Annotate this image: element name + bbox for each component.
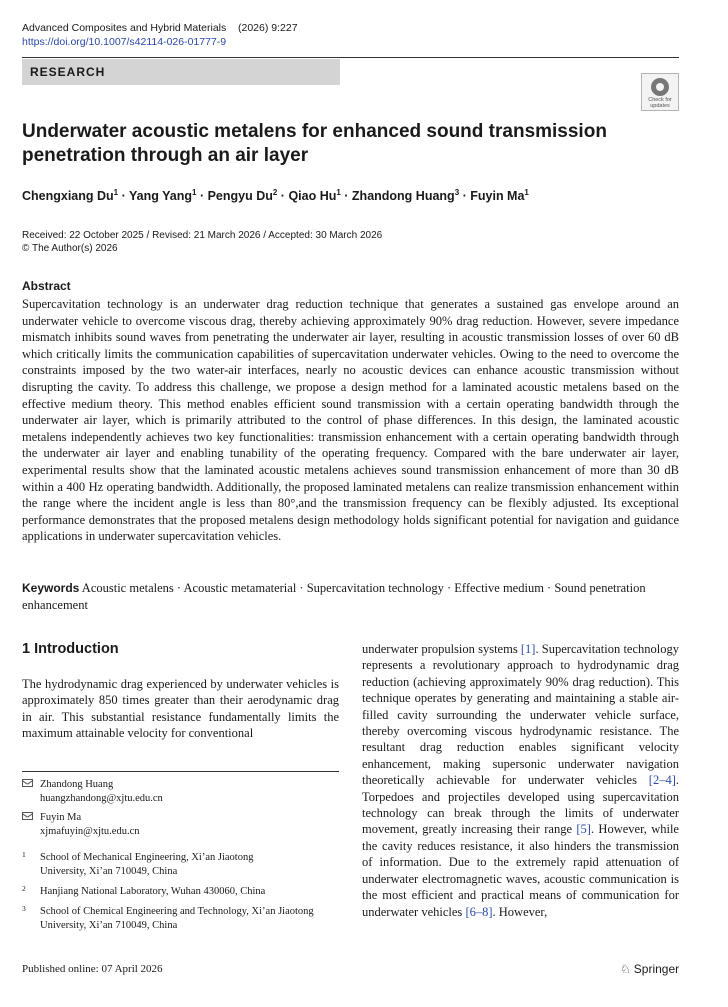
affiliation-1: 1 School of Mechanical Engineering, Xi’an Jiaotong University, Xi’an 710049, China [22, 850, 254, 877]
corresponding-author-name: Fuyin Ma [40, 812, 82, 823]
header-rule [22, 57, 679, 58]
citation-link[interactable]: [2–4] [648, 773, 676, 788]
doi-link[interactable]: https://doi.org/10.1007/s42114-026-01777-9 [22, 36, 227, 48]
keywords [22, 580, 679, 613]
citation-link[interactable]: [5] [576, 822, 591, 837]
author[interactable]: Yang Yang$^1$ [129, 188, 197, 204]
correspondence-2 [22, 811, 339, 838]
keywords-label: Keywords [22, 581, 80, 595]
section-label: RESEARCH [22, 59, 340, 85]
author[interactable]: Chengxiang Du$^1$ [22, 188, 119, 204]
publisher-logo: ♘ Springer [620, 962, 680, 976]
footnote-rule [22, 771, 339, 772]
journal-name: Advanced Composites and Hybrid Materials [22, 22, 227, 34]
affiliation-2: 2 Hanjiang National Laboratory, Wuhan 430060, China [22, 884, 266, 897]
corresponding-author-name: Zhandong Huang [40, 779, 114, 790]
intro-right-column: underwater propulsion systems [1]. Supercavitation technology represents a revolutionary approach to hydrodynamic drag reduction (achieving approximately 90% drag reduction). This technique operates by generating and maintaining a stable air-filled cavity surrounding the underwater vehicle surface, thereby overcoming viscous hydrodynamic resistance. The resultant drag reduction enables significant velocity enhancement, making supersonic underwater navigation theoretically achievable for underwater vehicles [2–4]. Torpedoes and projectiles developed using supercavitation technology can break through the limits of underwater movement, greatly increasing their range [5]. However, while the cavity reduces resistance, it also hinders the transmission of information. Due to the extremely rapid attenuation of underwater electromagnetic waves, acoustic communication is the most efficient and practical means of communication for underwater vehicles [6–8]. However, [362, 642, 679, 919]
affiliation-3: 3 School of Chemical Engineering and Technology, Xi’an Jiaotong University, Xi’an 710049, China [22, 904, 314, 931]
published-date: Published online: 07 April 2026 [22, 963, 163, 975]
check-updates-text: Check for updates [648, 97, 672, 109]
correspondence-1 [22, 778, 339, 805]
copyright: © The Author(s) 2026 [22, 243, 118, 254]
author[interactable]: Fuyin Ma$^1$ [470, 188, 529, 204]
check-for-updates-badge[interactable] [641, 73, 679, 111]
springer-horse-icon: ♘ [620, 962, 631, 976]
abstract-heading: Abstract [22, 279, 71, 293]
envelope-icon [22, 812, 33, 820]
article-dates [22, 229, 382, 255]
check-updates-icon [651, 78, 669, 96]
abstract-text: Supercavitation technology is an underwater drag reduction technique that generates a sustained gas envelope around an underwater vehicle to overcome viscous drag, thereby achieving approximately 90% drag reduction. However, severe impedance mismatch inhibits sound waves from penetrating the underwater air layer, resulting in acoustic transmission losses of over 60 dB which critically limits the communication capabilities of supercavitation underwater vehicles. Owing to the need to overcome the constraints imposed by the two water-air interfaces, nearly no acoustic devices can enhance acoustic transmission without disrupting the cavity. To address this challenge, we propose a design method for a laminated acoustic metalens based on the effective medium theory. This method enables efficient sound transmission with a certain operating bandwidth through the underwater air layer, which is primarily attributed to the control of phase differences. In this design, the laminated acoustic metalens independently achieves two key functionalities: transmission enhancement with a certain operating bandwidth through the underwater air layer and enabling tunability of the operating frequency. Compared with the bare underwater air layer, experimental results show that the laminated acoustic metalens achieves sound transmission enhancement of more than 30 dB within a 400 Hz operating bandwidth. Additionally, the proposed laminated metalens can realize transmission enhancement within the range where the incident angle is less than 80°,and the transmission frequency can be flexibly adjusted. Its exceptional performance demonstrates that the proposed metalens design methodology holds significant potential for navigation and guidance applications in underwater supercavitation vehicles. [22, 297, 679, 544]
corresponding-author-email[interactable]: xjmafuyin@xjtu.edu.cn [40, 825, 140, 837]
citation-link[interactable]: [6–8] [465, 904, 493, 919]
author[interactable]: Qiao Hu$^1$ [288, 188, 341, 204]
history-dates: Received: 22 October 2025 / Revised: 21 March 2026 / Accepted: 30 March 2026 [22, 230, 383, 241]
citation-link[interactable]: [1] [520, 642, 536, 656]
article-title: Underwater acoustic metalens for enhanced sound transmission penetration through an air layer [22, 121, 607, 166]
corresponding-author-email[interactable]: huangzhandong@xjtu.edu.cn [40, 792, 163, 804]
journal-header [22, 21, 298, 49]
keywords-list: Acoustic metalens · Acoustic metamaterial · Supercavitation technology · Effective medium · Sound penetration enhancement [22, 581, 646, 612]
author[interactable]: Pengyu Du$^2$ [207, 188, 278, 204]
intro-heading: 1 Introduction [22, 641, 119, 657]
envelope-icon [22, 779, 33, 787]
author-list: Chengxiang $Du^1$ · Yang Yang$^1$ · Pengyu $Du^2$ · Qiao $Hu^1$ · Zhandong Huang$^3$ · Fuyin Ma$^1$ [22, 188, 529, 204]
journal-volume: (2026) 9:227 [238, 22, 298, 34]
intro-left-column: The hydrodynamic drag experienced by underwater vehicles is approximately 850 times greater than their aerodynamic drag in air. This substantial resistance fundamentally limits the maximum attainable velocity for conventional [22, 677, 339, 741]
author[interactable]: Zhandong Huang$^3$ [351, 188, 460, 204]
